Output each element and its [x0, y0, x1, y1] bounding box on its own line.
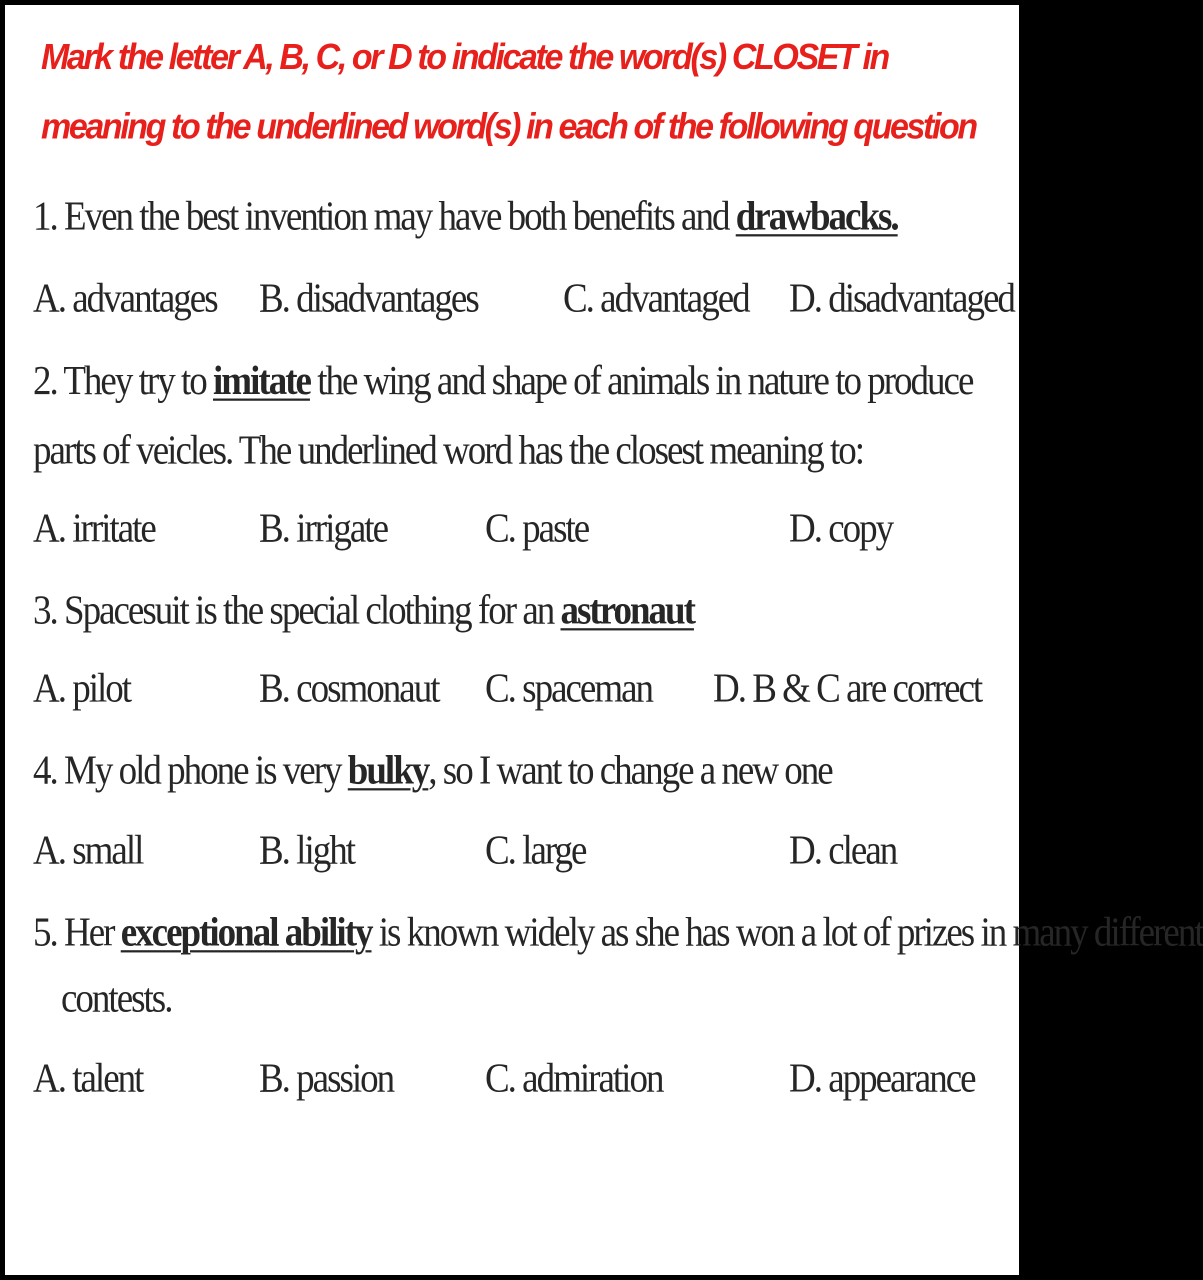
question-5	[33, 909, 1203, 956]
question-text: the wing and shape of animals in nature to produce parts of veicles. The underlined word has the closest meaning to:	[33, 358, 973, 474]
option-a[interactable]: A. pilot	[33, 665, 131, 712]
question-text: 2. They try to	[33, 358, 213, 405]
question-4	[33, 749, 1003, 794]
option-b[interactable]: B. irrigate	[259, 505, 388, 552]
underlined-word: bulky	[347, 747, 429, 794]
question-text: 4. My old phone is very	[33, 747, 348, 794]
question-1	[33, 195, 1003, 240]
question-3	[33, 589, 1003, 634]
option-c[interactable]: C. large	[485, 827, 586, 874]
option-d[interactable]: D. clean	[789, 827, 897, 874]
option-c[interactable]: C. spaceman	[485, 665, 653, 712]
option-a[interactable]: A. irritate	[33, 505, 155, 552]
option-a[interactable]: A. small	[33, 827, 143, 874]
question-text: 5. Her	[33, 909, 121, 956]
option-d[interactable]: D. appearance	[789, 1055, 975, 1102]
underlined-word: imitate	[213, 358, 310, 405]
option-b[interactable]: B. light	[259, 827, 355, 874]
option-c[interactable]: C. advantaged	[563, 275, 749, 322]
option-a[interactable]: A. talent	[33, 1055, 143, 1102]
underlined-word: drawbacks.	[735, 193, 898, 240]
option-d[interactable]: D. B & C are correct	[713, 665, 982, 712]
worksheet-page	[5, 5, 1203, 1275]
underlined-word: astronaut	[560, 587, 694, 634]
option-c[interactable]: C. paste	[485, 505, 589, 552]
option-d[interactable]: D. disadvantaged	[789, 275, 1014, 322]
option-b[interactable]: B. disadvantages	[259, 275, 478, 322]
option-b[interactable]: B. cosmonaut	[259, 665, 439, 712]
option-b[interactable]: B. passion	[259, 1055, 394, 1102]
underlined-word: exceptional ability	[120, 909, 372, 956]
question-text: is known widely as she has won a lot of prizes in many different	[371, 909, 1203, 956]
instruction-text: Mark the letter A, B, C, or D to indicate the word(s) CLOSET in meaning to the underlined word(s) in each of the following question	[41, 37, 976, 147]
question-text: , so I want to change a new one	[428, 747, 832, 794]
option-d[interactable]: D. copy	[789, 505, 893, 552]
question-2	[33, 347, 993, 486]
option-a[interactable]: A. advantages	[33, 275, 217, 322]
question-text: 3. Spacesuit is the special clothing for an	[33, 587, 561, 634]
option-c[interactable]: C. admiration	[485, 1055, 663, 1102]
question-text: 1. Even the best invention may have both benefits and	[33, 193, 736, 240]
question-5-continued: contests.	[61, 975, 172, 1022]
